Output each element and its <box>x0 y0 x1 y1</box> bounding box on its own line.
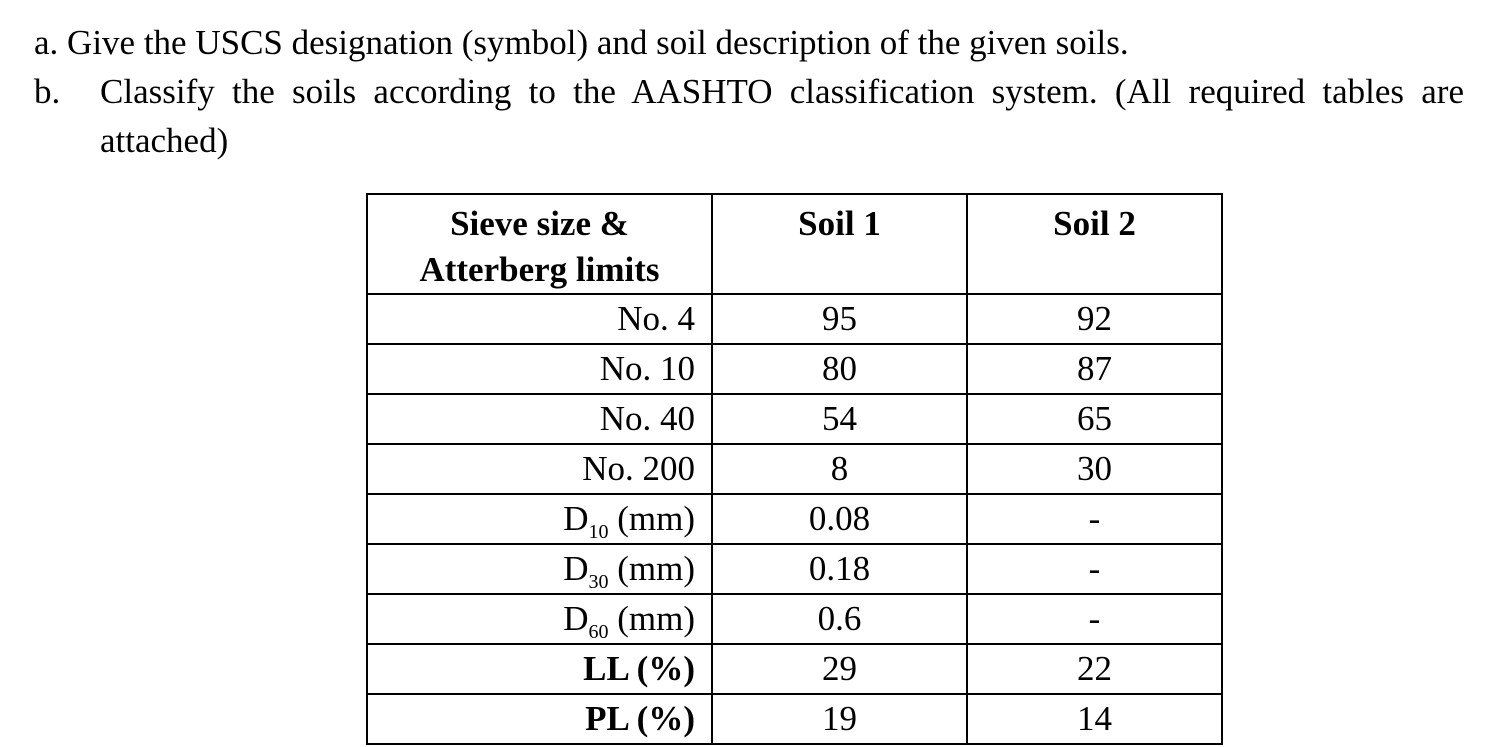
soil1-value: 0.6 <box>712 594 967 644</box>
row-label <box>367 544 712 594</box>
row-label-main: D <box>563 599 589 638</box>
soil2-value: 65 <box>967 394 1222 444</box>
row-label-subscript: 60 <box>588 621 609 643</box>
table-row <box>367 644 1222 694</box>
row-label: PL (%) <box>367 694 712 744</box>
question-b-text: Classify the soils according to the AASHTO classification system. (All required tables are attached) <box>100 72 1464 160</box>
question-b-marker: b. <box>34 72 61 111</box>
row-label: No. 200 <box>367 444 712 494</box>
header-soil1: Soil 1 <box>712 194 967 294</box>
question-a-text: Give the USCS designation (symbol) and soil description of the given soils. <box>67 23 1129 62</box>
soil2-value: - <box>967 494 1222 544</box>
row-label-main: D <box>563 499 589 538</box>
question-list <box>34 18 1464 165</box>
table-row <box>367 344 1222 394</box>
row-label: No. 10 <box>367 344 712 394</box>
soil2-value: - <box>967 594 1222 644</box>
soil1-value: 8 <box>712 444 967 494</box>
question-b <box>34 67 1464 165</box>
header-parameter-line2: Atterberg limits <box>419 250 660 289</box>
question-a-marker: a. <box>34 23 59 62</box>
row-label: No. 4 <box>367 294 712 344</box>
table-row <box>367 494 1222 544</box>
row-label-unit: (mm) <box>608 549 695 588</box>
table-row <box>367 444 1222 494</box>
question-a <box>34 18 1464 67</box>
soil1-value: 0.08 <box>712 494 967 544</box>
soil2-value: 14 <box>967 694 1222 744</box>
soil2-value: 30 <box>967 444 1222 494</box>
row-label <box>367 594 712 644</box>
row-label-subscript: 10 <box>588 521 609 543</box>
table-row <box>367 544 1222 594</box>
soil2-value: 22 <box>967 644 1222 694</box>
table-header-row <box>367 194 1222 294</box>
table-row <box>367 594 1222 644</box>
row-label: LL (%) <box>367 644 712 694</box>
table-row <box>367 294 1222 344</box>
soil1-value: 95 <box>712 294 967 344</box>
row-label <box>367 494 712 544</box>
header-parameter-line1: Sieve size & <box>450 204 629 243</box>
header-parameter <box>367 194 712 294</box>
soil1-value: 54 <box>712 394 967 444</box>
row-label-subscript: 30 <box>588 571 609 593</box>
row-label-unit: (mm) <box>608 599 695 638</box>
soil-data-table <box>366 193 1223 745</box>
soil2-value: - <box>967 544 1222 594</box>
soil1-value: 29 <box>712 644 967 694</box>
row-label-unit: (mm) <box>608 499 695 538</box>
table-row <box>367 694 1222 744</box>
soil2-value: 92 <box>967 294 1222 344</box>
soil1-value: 80 <box>712 344 967 394</box>
row-label: No. 40 <box>367 394 712 444</box>
table-row <box>367 394 1222 444</box>
row-label-main: D <box>563 549 589 588</box>
soil2-value: 87 <box>967 344 1222 394</box>
soil1-value: 0.18 <box>712 544 967 594</box>
soil1-value: 19 <box>712 694 967 744</box>
header-soil2: Soil 2 <box>967 194 1222 294</box>
